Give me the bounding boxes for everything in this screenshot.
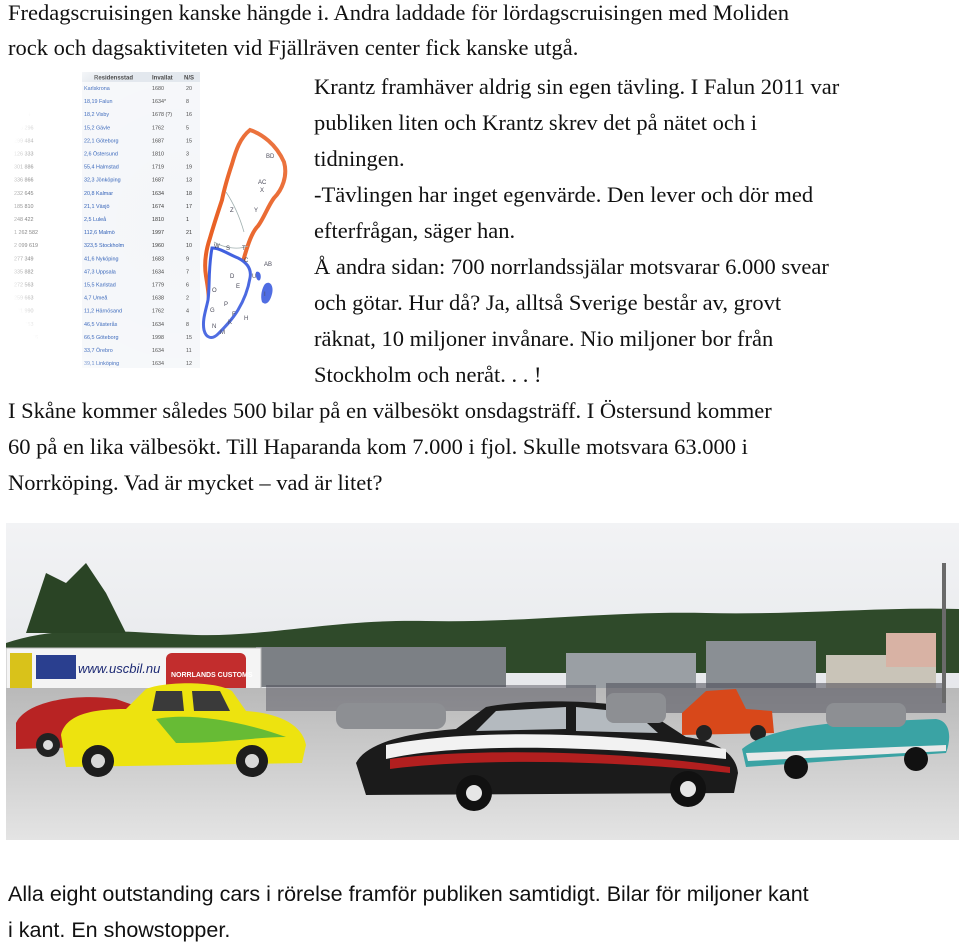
intro-line-1: Fredagscruisingen kanske hängde i. Andra laddade för lördagscruisingen med Moliden — [8, 0, 790, 25]
side-line: tidningen. — [314, 146, 405, 171]
sweden-county-map-figure — [12, 72, 294, 370]
body-line: 60 på en lika välbesökt. Till Haparanda kom 7.000 i fjol. Skulle motsvara 63.000 i — [8, 434, 748, 459]
side-line: -Tävlingen har inget egenvärde. Den lever och dör med — [314, 182, 814, 207]
caption-line-1: Alla eight outstanding cars i rörelse framför publiken samtidigt. Bilar för miljoner kant — [8, 882, 809, 906]
side-line: och götar. Hur då? Ja, alltså Sverige består av, grovt — [314, 290, 782, 315]
side-line: räknat, 10 miljoner invånare. Nio miljoner bor från — [314, 326, 774, 351]
side-line: Å andra sidan: 700 norrlandssjälar motsvarar 6.000 svear — [314, 254, 829, 279]
intro-line-2: rock och dagsaktiviteten vid Fjällräven center fick kanske utgå. — [8, 35, 579, 60]
side-line: efterfrågan, säger han. — [314, 218, 516, 243]
sign-text: NORRLANDS CUSTOMS — [171, 672, 253, 679]
side-line: publiken liten och Krantz skrev det på nätet och i — [314, 110, 757, 135]
body-line: Norrköping. Vad är mycket – vad är litet? — [8, 470, 383, 495]
body-line: I Skåne kommer således 500 bilar på en välbesökt onsdagsträff. I Östersund kommer — [8, 398, 772, 423]
car-show-photo — [6, 523, 959, 840]
side-line: Krantz framhäver aldrig sin egen tävling. I Falun 2011 var — [314, 74, 840, 99]
caption-line-2: i kant. En showstopper. — [8, 918, 231, 942]
banner-text: www.uscbil.nu — [78, 661, 161, 676]
side-line: Stockholm och neråt. . . ! — [314, 362, 542, 387]
